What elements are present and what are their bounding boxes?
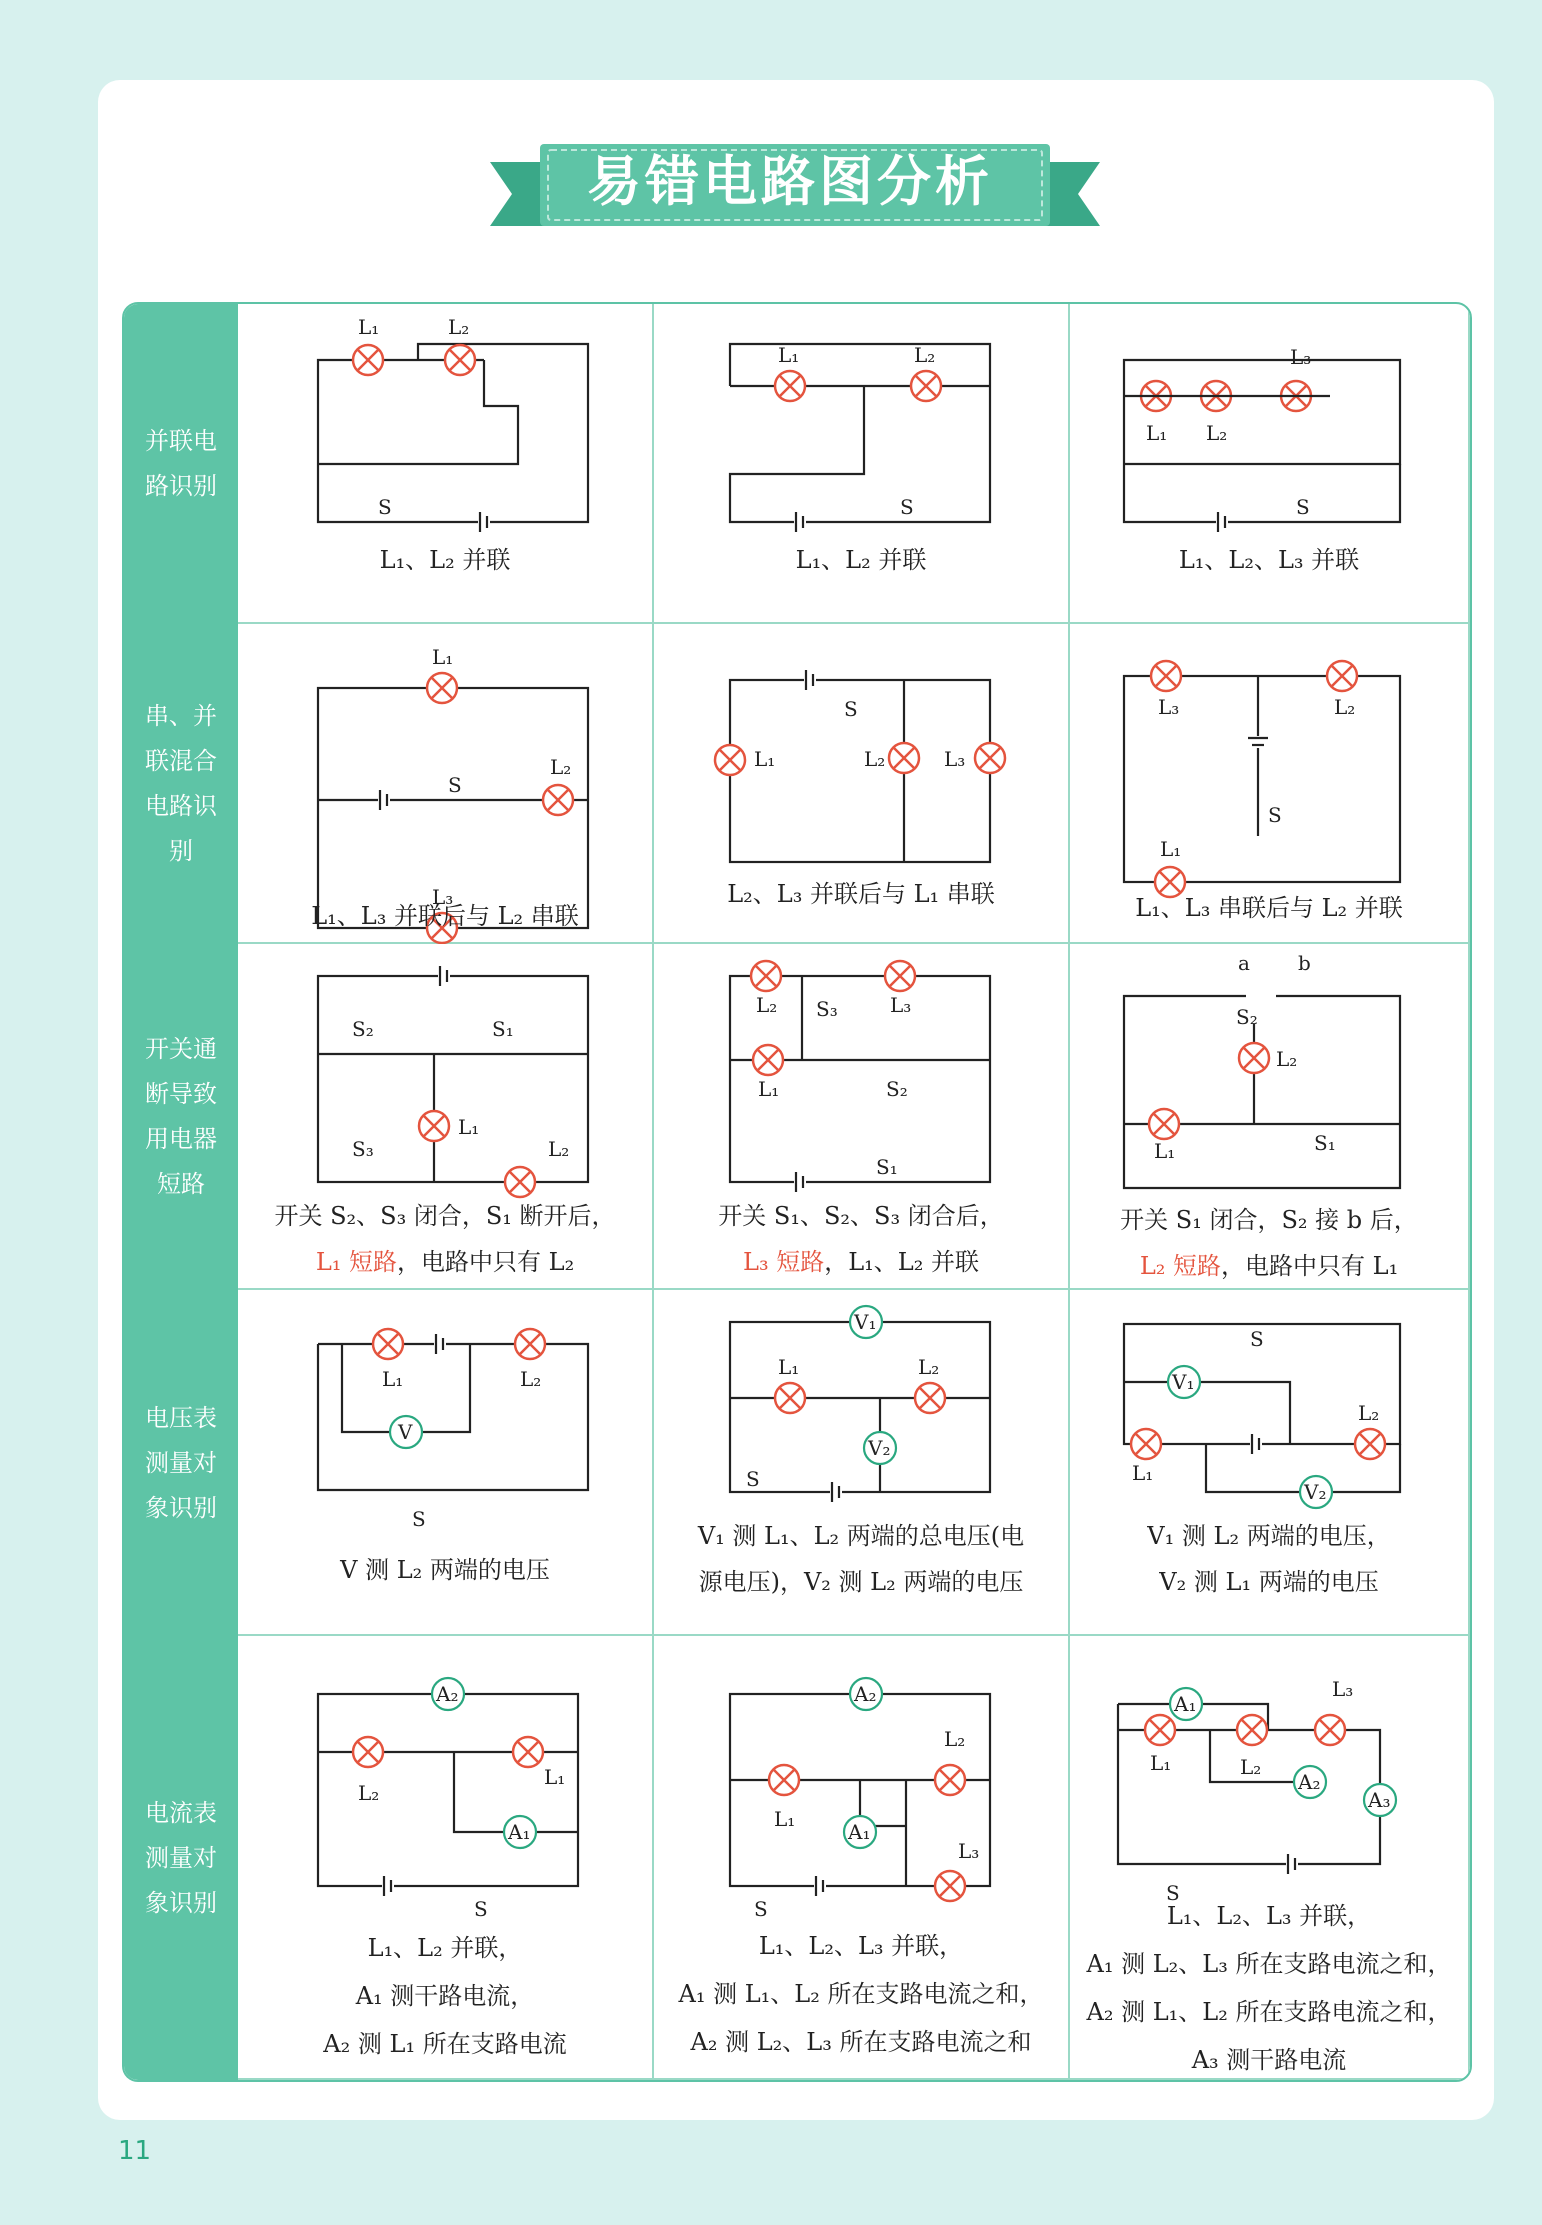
label-L2: L₂ bbox=[944, 1727, 966, 1751]
category-mixed: 串、并联混合电路识别 bbox=[124, 624, 238, 944]
bulb-icon bbox=[751, 961, 781, 991]
caption: L₁、L₂ 并联 bbox=[379, 546, 511, 574]
label-L3: L₃ bbox=[958, 1839, 980, 1863]
label-A1: A₁ bbox=[848, 1820, 871, 1844]
battery-icon bbox=[830, 1482, 842, 1502]
label-L1: L₁ bbox=[1150, 1751, 1172, 1775]
label-S: S bbox=[900, 495, 914, 519]
cell-1-2 bbox=[1070, 624, 1470, 944]
cell-1-1 bbox=[654, 624, 1070, 944]
bulb-icon bbox=[373, 1329, 403, 1359]
caption: L₁、L₂、L₃ 并联， bbox=[1166, 1902, 1372, 1930]
bulb-icon bbox=[1237, 1715, 1267, 1745]
caption: V 测 L₂ 两端的电压 bbox=[340, 1556, 550, 1584]
label-L1: L₁ bbox=[1160, 837, 1182, 861]
label-S: S bbox=[448, 773, 462, 797]
label-S1: S₁ bbox=[1314, 1131, 1336, 1155]
label-A2: A₂ bbox=[436, 1682, 459, 1706]
label-L3: L₃ bbox=[1332, 1677, 1354, 1701]
caption: 开关 S₁、S₂、S₃ 闭合后， bbox=[718, 1202, 1004, 1230]
label-S: S bbox=[1166, 1881, 1180, 1905]
caption: V₁ 测 L₁、L₂ 两端的总电压(电 bbox=[697, 1522, 1025, 1550]
label-S3: S₃ bbox=[352, 1137, 374, 1161]
page-title: 易错电路图分析 bbox=[587, 150, 993, 213]
label-L2: L₂ bbox=[520, 1367, 542, 1391]
label-L2: L₂ bbox=[358, 1781, 380, 1805]
label-L2: L₂ bbox=[1276, 1047, 1298, 1071]
label-L1: L₁ bbox=[1132, 1461, 1154, 1485]
caption: L₁、L₂ 并联 bbox=[795, 546, 927, 574]
label-L1: L₁ bbox=[778, 1355, 800, 1379]
label-L1: L₁ bbox=[778, 343, 800, 367]
label-L1: L₁ bbox=[458, 1115, 480, 1139]
label-A2: A₂ bbox=[1298, 1770, 1321, 1794]
cell-0-1 bbox=[654, 304, 1070, 624]
label-S: S bbox=[1296, 495, 1310, 519]
battery-icon bbox=[378, 790, 390, 810]
cell-3-0 bbox=[238, 1290, 654, 1636]
label-L2: L₂ bbox=[914, 343, 936, 367]
circuit-table bbox=[122, 302, 1472, 2082]
battery-icon bbox=[814, 1876, 826, 1896]
bulb-icon bbox=[915, 1383, 945, 1413]
caption bbox=[238, 1238, 652, 1286]
label-L2: L₂ bbox=[1358, 1401, 1380, 1425]
label-S: S bbox=[474, 1897, 488, 1921]
label-a: a bbox=[1238, 951, 1250, 975]
label-L2: L₂ bbox=[1334, 695, 1356, 719]
label-S2: S₂ bbox=[1236, 1005, 1258, 1029]
bulb-icon bbox=[775, 1383, 805, 1413]
bulb-icon bbox=[543, 785, 573, 815]
bulb-icon bbox=[889, 743, 919, 773]
caption bbox=[1070, 1242, 1468, 1290]
label-L2: L₂ bbox=[550, 755, 572, 779]
bulb-icon bbox=[353, 345, 383, 375]
caption: A₂ 测 L₁、L₂ 所在支路电流之和， bbox=[1086, 1998, 1452, 2026]
cell-4-2 bbox=[1070, 1636, 1470, 2080]
cell-0-2 bbox=[1070, 304, 1470, 624]
battery-icon bbox=[1216, 512, 1228, 532]
label-L2: L₂ bbox=[1206, 421, 1228, 445]
label-S: S bbox=[754, 1897, 768, 1921]
caption: 源电压)，V₂ 测 L₂ 两端的电压 bbox=[698, 1568, 1024, 1596]
bulb-icon bbox=[353, 1737, 383, 1767]
bulb-icon bbox=[427, 673, 457, 703]
label-L1: L₁ bbox=[754, 747, 776, 771]
battery-icon bbox=[1248, 736, 1268, 748]
caption: L₁、L₂、L₃ 并联， bbox=[758, 1932, 964, 1960]
label-V1: V₁ bbox=[854, 1310, 877, 1334]
caption: L₁、L₂ 并联， bbox=[367, 1934, 523, 1962]
label-V2: V₂ bbox=[868, 1436, 891, 1460]
label-S: S bbox=[378, 495, 392, 519]
caption bbox=[654, 1238, 1068, 1286]
bulb-icon bbox=[975, 743, 1005, 773]
label-A1: A₁ bbox=[508, 1820, 531, 1844]
cell-4-0 bbox=[238, 1636, 654, 2080]
caption: A₁ 测 L₁、L₂ 所在支路电流之和， bbox=[678, 1980, 1044, 2008]
label-S: S bbox=[412, 1507, 426, 1531]
bulb-icon bbox=[1239, 1043, 1269, 1073]
bulb-icon bbox=[775, 371, 805, 401]
label-A3: A₃ bbox=[1368, 1788, 1391, 1812]
category-parallel: 并联电路识别 bbox=[124, 304, 238, 624]
bulb-icon bbox=[911, 371, 941, 401]
label-V2: V₂ bbox=[1304, 1480, 1327, 1504]
caption: L₁、L₃ 串联后与 L₂ 并联 bbox=[1135, 894, 1403, 922]
caption-highlight: L₂ 短路 bbox=[1139, 1252, 1221, 1280]
battery-icon bbox=[1250, 1434, 1262, 1454]
label-L2: L₂ bbox=[918, 1355, 940, 1379]
bulb-icon bbox=[1151, 661, 1181, 691]
bulb-icon bbox=[935, 1765, 965, 1795]
label-S1: S₁ bbox=[876, 1155, 898, 1179]
battery-icon bbox=[382, 1876, 394, 1896]
label-L3: L₃ bbox=[1290, 345, 1312, 369]
bulb-icon bbox=[769, 1765, 799, 1795]
label-b: b bbox=[1298, 951, 1311, 975]
label-L1: L₁ bbox=[432, 645, 454, 669]
label-L1: L₁ bbox=[544, 1765, 566, 1789]
category-short-circuit: 开关通断导致用电器短路 bbox=[124, 944, 238, 1290]
label-S: S bbox=[844, 697, 858, 721]
label-L2: L₂ bbox=[448, 315, 470, 339]
bulb-icon bbox=[1355, 1429, 1385, 1459]
label-S: S bbox=[746, 1467, 760, 1491]
label-L2: L₂ bbox=[864, 747, 886, 771]
cell-2-2 bbox=[1070, 944, 1470, 1290]
caption: A₃ 测干路电流 bbox=[1191, 2046, 1347, 2074]
cell-0-0 bbox=[238, 304, 654, 624]
battery-icon bbox=[1286, 1854, 1298, 1874]
bulb-icon bbox=[1149, 1109, 1179, 1139]
label-L1: L₁ bbox=[774, 1807, 796, 1831]
bulb-icon bbox=[445, 345, 475, 375]
bulb-icon bbox=[513, 1737, 543, 1767]
battery-icon bbox=[804, 670, 816, 690]
label-L2: L₂ bbox=[756, 993, 778, 1017]
cell-3-2 bbox=[1070, 1290, 1470, 1636]
battery-icon bbox=[794, 1172, 806, 1192]
caption: L₁、L₂、L₃ 并联 bbox=[1178, 546, 1360, 574]
battery-icon bbox=[434, 1334, 446, 1354]
bulb-icon bbox=[1315, 1715, 1345, 1745]
page-number: 11 bbox=[118, 2136, 152, 2166]
bulb-icon bbox=[515, 1329, 545, 1359]
label-V1: V₁ bbox=[1172, 1370, 1195, 1394]
label-S: S bbox=[1250, 1327, 1264, 1351]
label-A2: A₂ bbox=[854, 1682, 877, 1706]
label-A1: A₁ bbox=[1174, 1692, 1197, 1716]
battery-icon bbox=[794, 512, 806, 532]
caption: L₂、L₃ 并联后与 L₁ 串联 bbox=[727, 880, 995, 908]
bulb-icon bbox=[715, 745, 745, 775]
label-L1: L₁ bbox=[358, 315, 380, 339]
label-L1: L₁ bbox=[758, 1077, 780, 1101]
caption: 开关 S₁ 闭合，S₂ 接 b 后， bbox=[1120, 1206, 1418, 1234]
caption: L₁、L₃ 并联后与 L₂ 串联 bbox=[311, 902, 579, 930]
label-S2: S₂ bbox=[886, 1077, 908, 1101]
label-L2: L₂ bbox=[548, 1137, 570, 1161]
label-L3: L₃ bbox=[890, 993, 912, 1017]
caption: V₁ 测 L₂ 两端的电压， bbox=[1147, 1522, 1391, 1550]
caption: A₁ 测干路电流， bbox=[355, 1982, 535, 2010]
label-V: V bbox=[398, 1420, 413, 1444]
caption-highlight: L₁ 短路 bbox=[315, 1248, 397, 1276]
caption: A₂ 测 L₂、L₃ 所在支路电流之和 bbox=[690, 2028, 1032, 2056]
category-voltmeter: 电压表测量对象识别 bbox=[124, 1290, 238, 1636]
caption-highlight: L₃ 短路 bbox=[743, 1248, 825, 1276]
caption: V₂ 测 L₁ 两端的电压 bbox=[1159, 1568, 1379, 1596]
caption: A₁ 测 L₂、L₃ 所在支路电流之和， bbox=[1086, 1950, 1452, 1978]
bulb-icon bbox=[885, 961, 915, 991]
caption: A₂ 测 L₁ 所在支路电流 bbox=[323, 2030, 567, 2058]
bulb-icon bbox=[1327, 661, 1357, 691]
cell-2-1 bbox=[654, 944, 1070, 1290]
cell-4-1 bbox=[654, 1636, 1070, 2080]
label-L1: L₁ bbox=[1146, 421, 1168, 445]
caption-text: ，L₁、L₂ 并联 bbox=[824, 1248, 979, 1276]
label-L3: L₃ bbox=[432, 885, 454, 909]
label-L3: L₃ bbox=[1158, 695, 1180, 719]
label-L3: L₃ bbox=[944, 747, 966, 771]
label-L2: L₂ bbox=[1240, 1755, 1262, 1779]
label-S3: S₃ bbox=[816, 997, 838, 1021]
label-S2: S₂ bbox=[352, 1017, 374, 1041]
caption-text: ，电路中只有 L₁ bbox=[1221, 1252, 1399, 1280]
label-S: S bbox=[1268, 803, 1282, 827]
label-L1: L₁ bbox=[382, 1367, 404, 1391]
bulb-icon bbox=[1131, 1429, 1161, 1459]
label-L1: L₁ bbox=[1154, 1139, 1176, 1163]
bulb-icon bbox=[935, 1871, 965, 1901]
cell-2-0 bbox=[238, 944, 654, 1290]
bulb-icon bbox=[753, 1045, 783, 1075]
cell-1-0 bbox=[238, 624, 654, 944]
label-S1: S₁ bbox=[492, 1017, 514, 1041]
cell-3-1 bbox=[654, 1290, 1070, 1636]
caption-text: ，电路中只有 L₂ bbox=[397, 1248, 575, 1276]
caption: 开关 S₂、S₃ 闭合，S₁ 断开后， bbox=[274, 1202, 616, 1230]
battery-icon bbox=[478, 512, 490, 532]
bulb-icon bbox=[419, 1111, 449, 1141]
bulb-icon bbox=[1145, 1715, 1175, 1745]
category-ammeter: 电流表测量对象识别 bbox=[124, 1636, 238, 2080]
battery-icon bbox=[438, 966, 450, 986]
